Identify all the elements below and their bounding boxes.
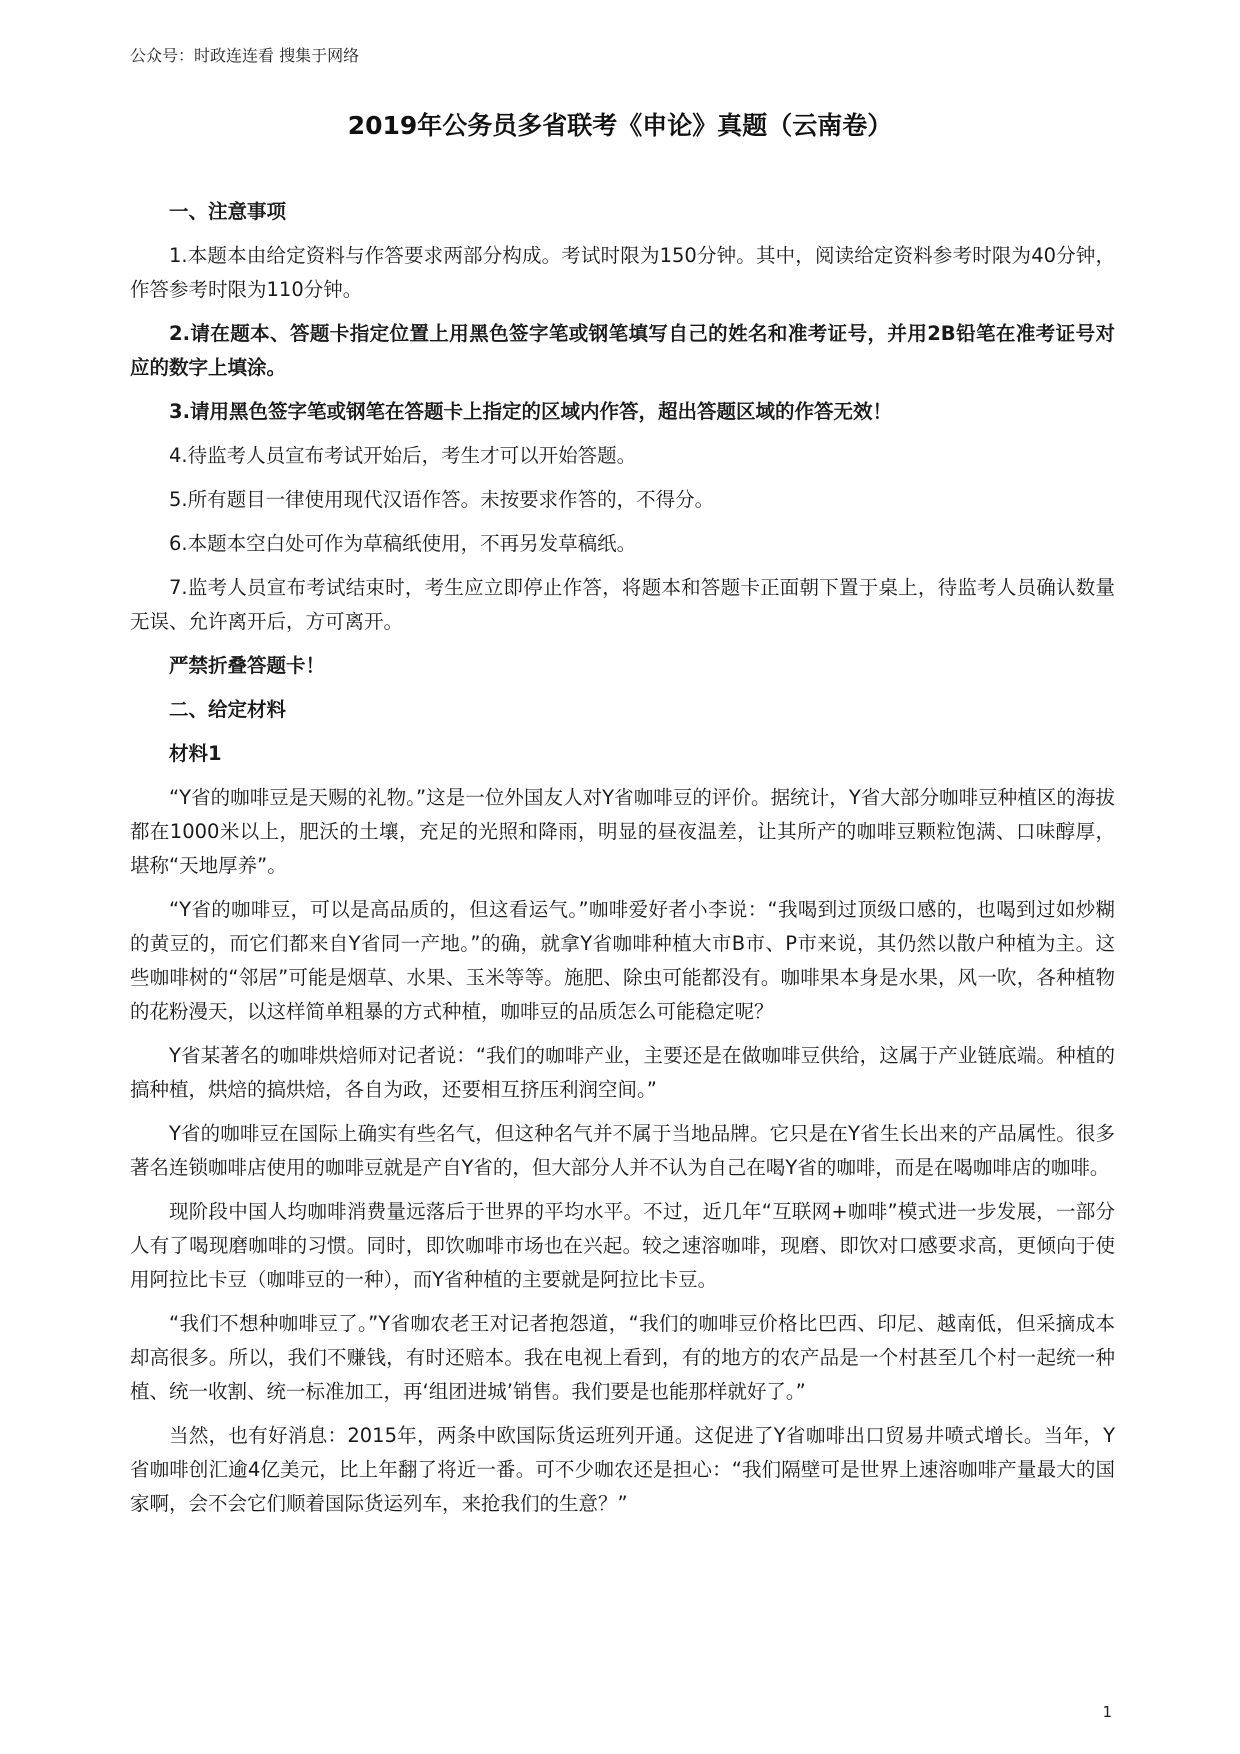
material-paragraph: Y省某著名的咖啡烘焙师对记者说：“我们的咖啡产业，主要还是在做咖啡豆供给，这属于产业链底端。种植的搞种植，烘焙的搞烘焙，各自为政，还要相互挤压利润空间。” <box>130 1044 1115 1101</box>
notice-item-3: 3.请用黑色签字笔或钢笔在答题卡上指定的区域内作答，超出答题区域的作答无效！ <box>169 400 892 423</box>
material-paragraph: Y省的咖啡豆在国际上确实有些名气，但这种名气并不属于当地品牌。它只是在Y省生长出来的产品属性。很多著名连锁咖啡店使用的咖啡豆就是产自Y省的，但大部分人并不认为自己在喝Y省的咖啡，而是在喝咖啡店的咖啡。 <box>130 1122 1115 1179</box>
material-paragraph: “Y省的咖啡豆是天赐的礼物。”这是一位外国友人对Y省咖啡豆的评价。据统计，Y省大部分咖啡豆种植区的海拔都在1000米以上，肥沃的土壤，充足的光照和降雨，明显的昼夜温差，让其所产的咖啡豆颗粒饱满、口味醇厚，堪称“天地厚养”。 <box>130 786 1115 877</box>
notice-warning: 严禁折叠答题卡！ <box>169 654 326 677</box>
notice-item-7: 7.监考人员宣布考试结束时，考生应立即停止作答，将题本和答题卡正面朝下置于桌上，待监考人员确认数量无误、允许离开后，方可离开。 <box>130 576 1115 633</box>
materials-heading: 二、给定材料 <box>169 698 287 721</box>
notice-item-6: 6.本题本空白处可作为草稿纸使用，不再另发草稿纸。 <box>169 532 637 555</box>
notice-item-4: 4.待监考人员宣布考试开始后，考生才可以开始答题。 <box>169 444 637 467</box>
material-paragraph: “我们不想种咖啡豆了。”Y省咖农老王对记者抱怨道，“我们的咖啡豆价格比巴西、印尼、越南低，但采摘成本却高很多。所以，我们不赚钱，有时还赔本。我在电视上看到，有的地方的农产品是一个村甚至几个村一起统一种植、统一收割、统一标准加工，再‘组团进城’销售。我们要是也能那样就好了。” <box>130 1312 1115 1403</box>
header-note: 公众号：时政连连看 搜集于网络 <box>130 46 360 65</box>
page-number: 1 <box>1102 1703 1112 1721</box>
document-body <box>130 195 1115 1531</box>
material-paragraph: 当然，也有好消息：2015年，两条中欧国际货运班列开通。这促进了Y省咖啡出口贸易井喷式增长。当年，Y省咖啡创汇逾4亿美元，比上年翻了将近一番。可不少咖农还是担心：“我们隔壁可是世界上速溶咖啡产量最大的国家啊，会不会它们顺着国际货运列车，来抢我们的生意？” <box>130 1424 1115 1515</box>
material-paragraph: “Y省的咖啡豆，可以是高品质的，但这看运气。”咖啡爱好者小李说：“我喝到过顶级口感的，也喝到过如炒糊的黄豆的，而它们都来自Y省同一产地。”的确，就拿Y省咖啡种植大市B市、P市来说，其仍然以散户种植为主。这些咖啡树的“邻居”可能是烟草、水果、玉米等等。施肥、除虫可能都没有。咖啡果本身是水果，风一吹，各种植物的花粉漫天，以这样简单粗暴的方式种植，咖啡豆的品质怎么可能稳定呢？ <box>130 898 1115 1023</box>
material-1-title: 材料1 <box>169 742 222 765</box>
document-title: 2019年公务员多省联考《申论》真题（云南卷） <box>347 111 893 140</box>
notice-item-2: 2.请在题本、答题卡指定位置上用黑色签字笔或钢笔填写自己的姓名和准考证号，并用2B铅笔在准考证号对应的数字上填涂。 <box>130 322 1115 379</box>
notice-heading: 一、注意事项 <box>169 200 287 223</box>
notice-item-5: 5.所有题目一律使用现代汉语作答。未按要求作答的，不得分。 <box>169 488 715 511</box>
notice-item-1: 1.本题本由给定资料与作答要求两部分构成。考试时限为150分钟。其中，阅读给定资料参考时限为40分钟，作答参考时限为110分钟。 <box>130 244 1115 301</box>
material-paragraph: 现阶段中国人均咖啡消费量远落后于世界的平均水平。不过，近几年“互联网+咖啡”模式进一步发展，一部分人有了喝现磨咖啡的习惯。同时，即饮咖啡市场也在兴起。较之速溶咖啡，现磨、即饮对口感要求高，更倾向于使用阿拉比卡豆（咖啡豆的一种），而Y省种植的主要就是阿拉比卡豆。 <box>130 1200 1115 1291</box>
